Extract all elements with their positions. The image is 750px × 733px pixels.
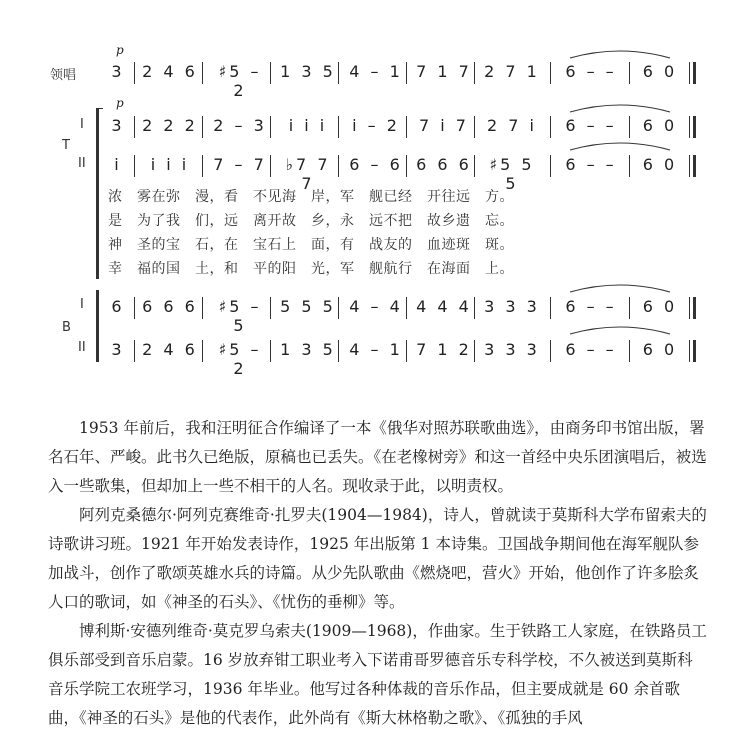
barline	[202, 340, 203, 362]
measure-notes: 2 4 6	[142, 340, 198, 359]
measure-notes: ♯5 – 2	[218, 62, 262, 100]
measure-notes: 4 – 1	[349, 340, 403, 359]
barline	[474, 155, 475, 177]
barline	[338, 297, 339, 319]
measure-notes: 7 – 7	[213, 155, 267, 174]
bass-group-label: B	[62, 320, 71, 335]
measure-notes: 6 – –	[565, 62, 617, 81]
barline	[270, 116, 271, 138]
tie-bass1	[570, 285, 670, 292]
measure-notes: 2 7 i	[487, 116, 537, 135]
bass-part1-label: I	[80, 297, 84, 312]
barline	[134, 340, 135, 362]
measure-notes: 6 0	[642, 116, 678, 135]
bass-part1-pickup: 6	[111, 297, 125, 316]
barline	[474, 116, 475, 138]
measure-notes: i i i	[288, 116, 328, 135]
barline	[406, 340, 407, 362]
lyrics-verse-3: 神 圣的宝 石，在 宝石上 面，有 战友的 血迹斑 斑。	[108, 237, 514, 253]
tenor-dynamic-marking: p	[116, 96, 124, 110]
tenor-part2-pickup: i	[114, 155, 122, 174]
barline	[474, 297, 475, 319]
solo-dynamic-marking: p	[116, 43, 124, 57]
measure-notes: ♯5 – 5	[218, 297, 262, 335]
measure-notes: 3 3 3	[484, 297, 540, 316]
measure-notes: 1 3 5	[280, 340, 336, 359]
barline	[270, 155, 271, 177]
measure-notes: 6 6 6	[142, 297, 198, 316]
barline	[550, 155, 551, 177]
measure-notes: ♯5 – 2	[218, 340, 262, 378]
measure-notes: 7 i 7	[419, 116, 469, 135]
paragraph-3: 博利斯·安德列维奇·莫克罗乌索夫(1909—1968)，作曲家。生于铁路工人家庭，在铁路员工俱乐部受到音乐启蒙。16 岁放弃钳工职业考入下诺甫哥罗德音乐专科学校，不久被送到莫斯科音乐学院工农班学习，1936 年毕业。他写过各种体裁的音乐作品，但主要成就是 60 余首歌曲，《神圣的石头》是他的代表作，此外尚有《斯大林格勒之歌》、《孤独的手风	[48, 622, 707, 727]
bass-part2-label: II	[78, 340, 86, 355]
barline	[134, 116, 135, 138]
measure-notes: 7 1 2	[416, 340, 472, 359]
barline	[338, 340, 339, 362]
ties-overlay	[560, 40, 710, 380]
measure-notes: i – 2	[352, 116, 400, 135]
barline	[202, 116, 203, 138]
barline	[550, 62, 551, 84]
barline	[134, 155, 135, 177]
barline	[338, 62, 339, 84]
solo-voice-label: 领唱	[50, 68, 77, 83]
barline	[406, 297, 407, 319]
tenor-part1-label: I	[80, 117, 84, 132]
measure-notes: ♯5 5 5	[489, 155, 535, 193]
barline	[202, 297, 203, 319]
barline	[134, 297, 135, 319]
barline	[406, 155, 407, 177]
measure-notes: 2 2 2	[142, 116, 198, 135]
tie-tenor1	[570, 105, 670, 112]
tenor-group-label: T	[62, 138, 70, 153]
measure-notes: 4 – 1	[349, 62, 403, 81]
tie-tenor2	[570, 143, 670, 150]
barline	[270, 62, 271, 84]
tenor-part2-label: II	[78, 156, 86, 171]
measure-notes: ♭7 7 7	[285, 155, 331, 193]
measure-notes: 1 3 5	[280, 62, 336, 81]
barline	[550, 116, 551, 138]
solo-pickup-note: 3	[111, 62, 125, 81]
barline	[270, 297, 271, 319]
barline	[134, 62, 135, 84]
barline	[474, 340, 475, 362]
measure-notes: 6 – 6	[349, 155, 403, 174]
lyrics-verse-2: 是 为了我 们，远 离开故 乡，永 远不把 故乡遗 忘。	[108, 213, 514, 229]
measure-notes: 7 1 7	[416, 62, 472, 81]
measure-notes: 2 4 6	[142, 62, 198, 81]
measure-notes: 6 0	[642, 297, 678, 316]
barline	[406, 116, 407, 138]
measure-notes: 6 – –	[565, 116, 617, 135]
barline	[550, 297, 551, 319]
measure-notes: 3 3 3	[484, 340, 540, 359]
barline	[202, 155, 203, 177]
measure-notes: 6 – –	[565, 155, 617, 174]
lyrics-verse-4: 幸 福的国 土，和 平的阳 光，军 舰航行 在海面 上。	[108, 261, 514, 277]
paragraph-1: 1953 年前后，我和汪明征合作编译了一本《俄华对照苏联歌曲选》，由商务印书馆出版，署名石年、严峻。此书久已绝版，原稿也已丢失。《在老橡树旁》和这一首经中央乐团演唱后，被选入一些歌集，但却加上一些不相干的人名。现收录于此，以明责权。	[48, 419, 707, 495]
body-text	[48, 414, 708, 733]
measure-notes: 4 4 4	[416, 297, 472, 316]
barline	[406, 62, 407, 84]
measure-notes: 6 0	[642, 340, 678, 359]
barline	[474, 62, 475, 84]
barline	[550, 340, 551, 362]
measure-notes: 5 5 5	[280, 297, 336, 316]
measure-notes: 2 7 1	[484, 62, 540, 81]
tenor-part1-pickup: 3	[111, 116, 125, 135]
tie-bass2	[570, 327, 670, 334]
measure-notes: 2 – 3	[213, 116, 267, 135]
measure-notes: 6 0	[642, 155, 678, 174]
barline	[338, 116, 339, 138]
barline	[202, 62, 203, 84]
tie-solo	[570, 51, 670, 58]
paragraph-2: 阿列克桑德尔·阿列克赛维奇·扎罗夫(1904—1984)，诗人，曾就读于莫斯科大学布留索夫的诗歌讲习班。1921 年开始发表诗作，1925 年出版第 1 本诗集。卫国战争期间他在海军舰队参加战斗，创作了歌颂英雄水兵的诗篇。从少先队歌曲《燃烧吧，营火》开始，他创作了许多脍炙人口的歌词，如《神圣的石头》、《忧伤的垂柳》等。	[48, 506, 707, 611]
measure-notes: 6 6 6	[416, 155, 472, 174]
barline	[270, 340, 271, 362]
measure-notes: 6 – –	[565, 297, 617, 316]
measure-notes: i i i	[150, 155, 190, 174]
bass-part2-pickup: 3	[111, 340, 125, 359]
lyrics-verse-1: 浓 雾在弥 漫，看 不见海 岸，军 舰已经 开往远 方。	[108, 189, 514, 205]
measure-notes: 4 – 4	[349, 297, 403, 316]
barline	[338, 155, 339, 177]
measure-notes: 6 – –	[565, 340, 617, 359]
measure-notes: 6 0	[642, 62, 678, 81]
